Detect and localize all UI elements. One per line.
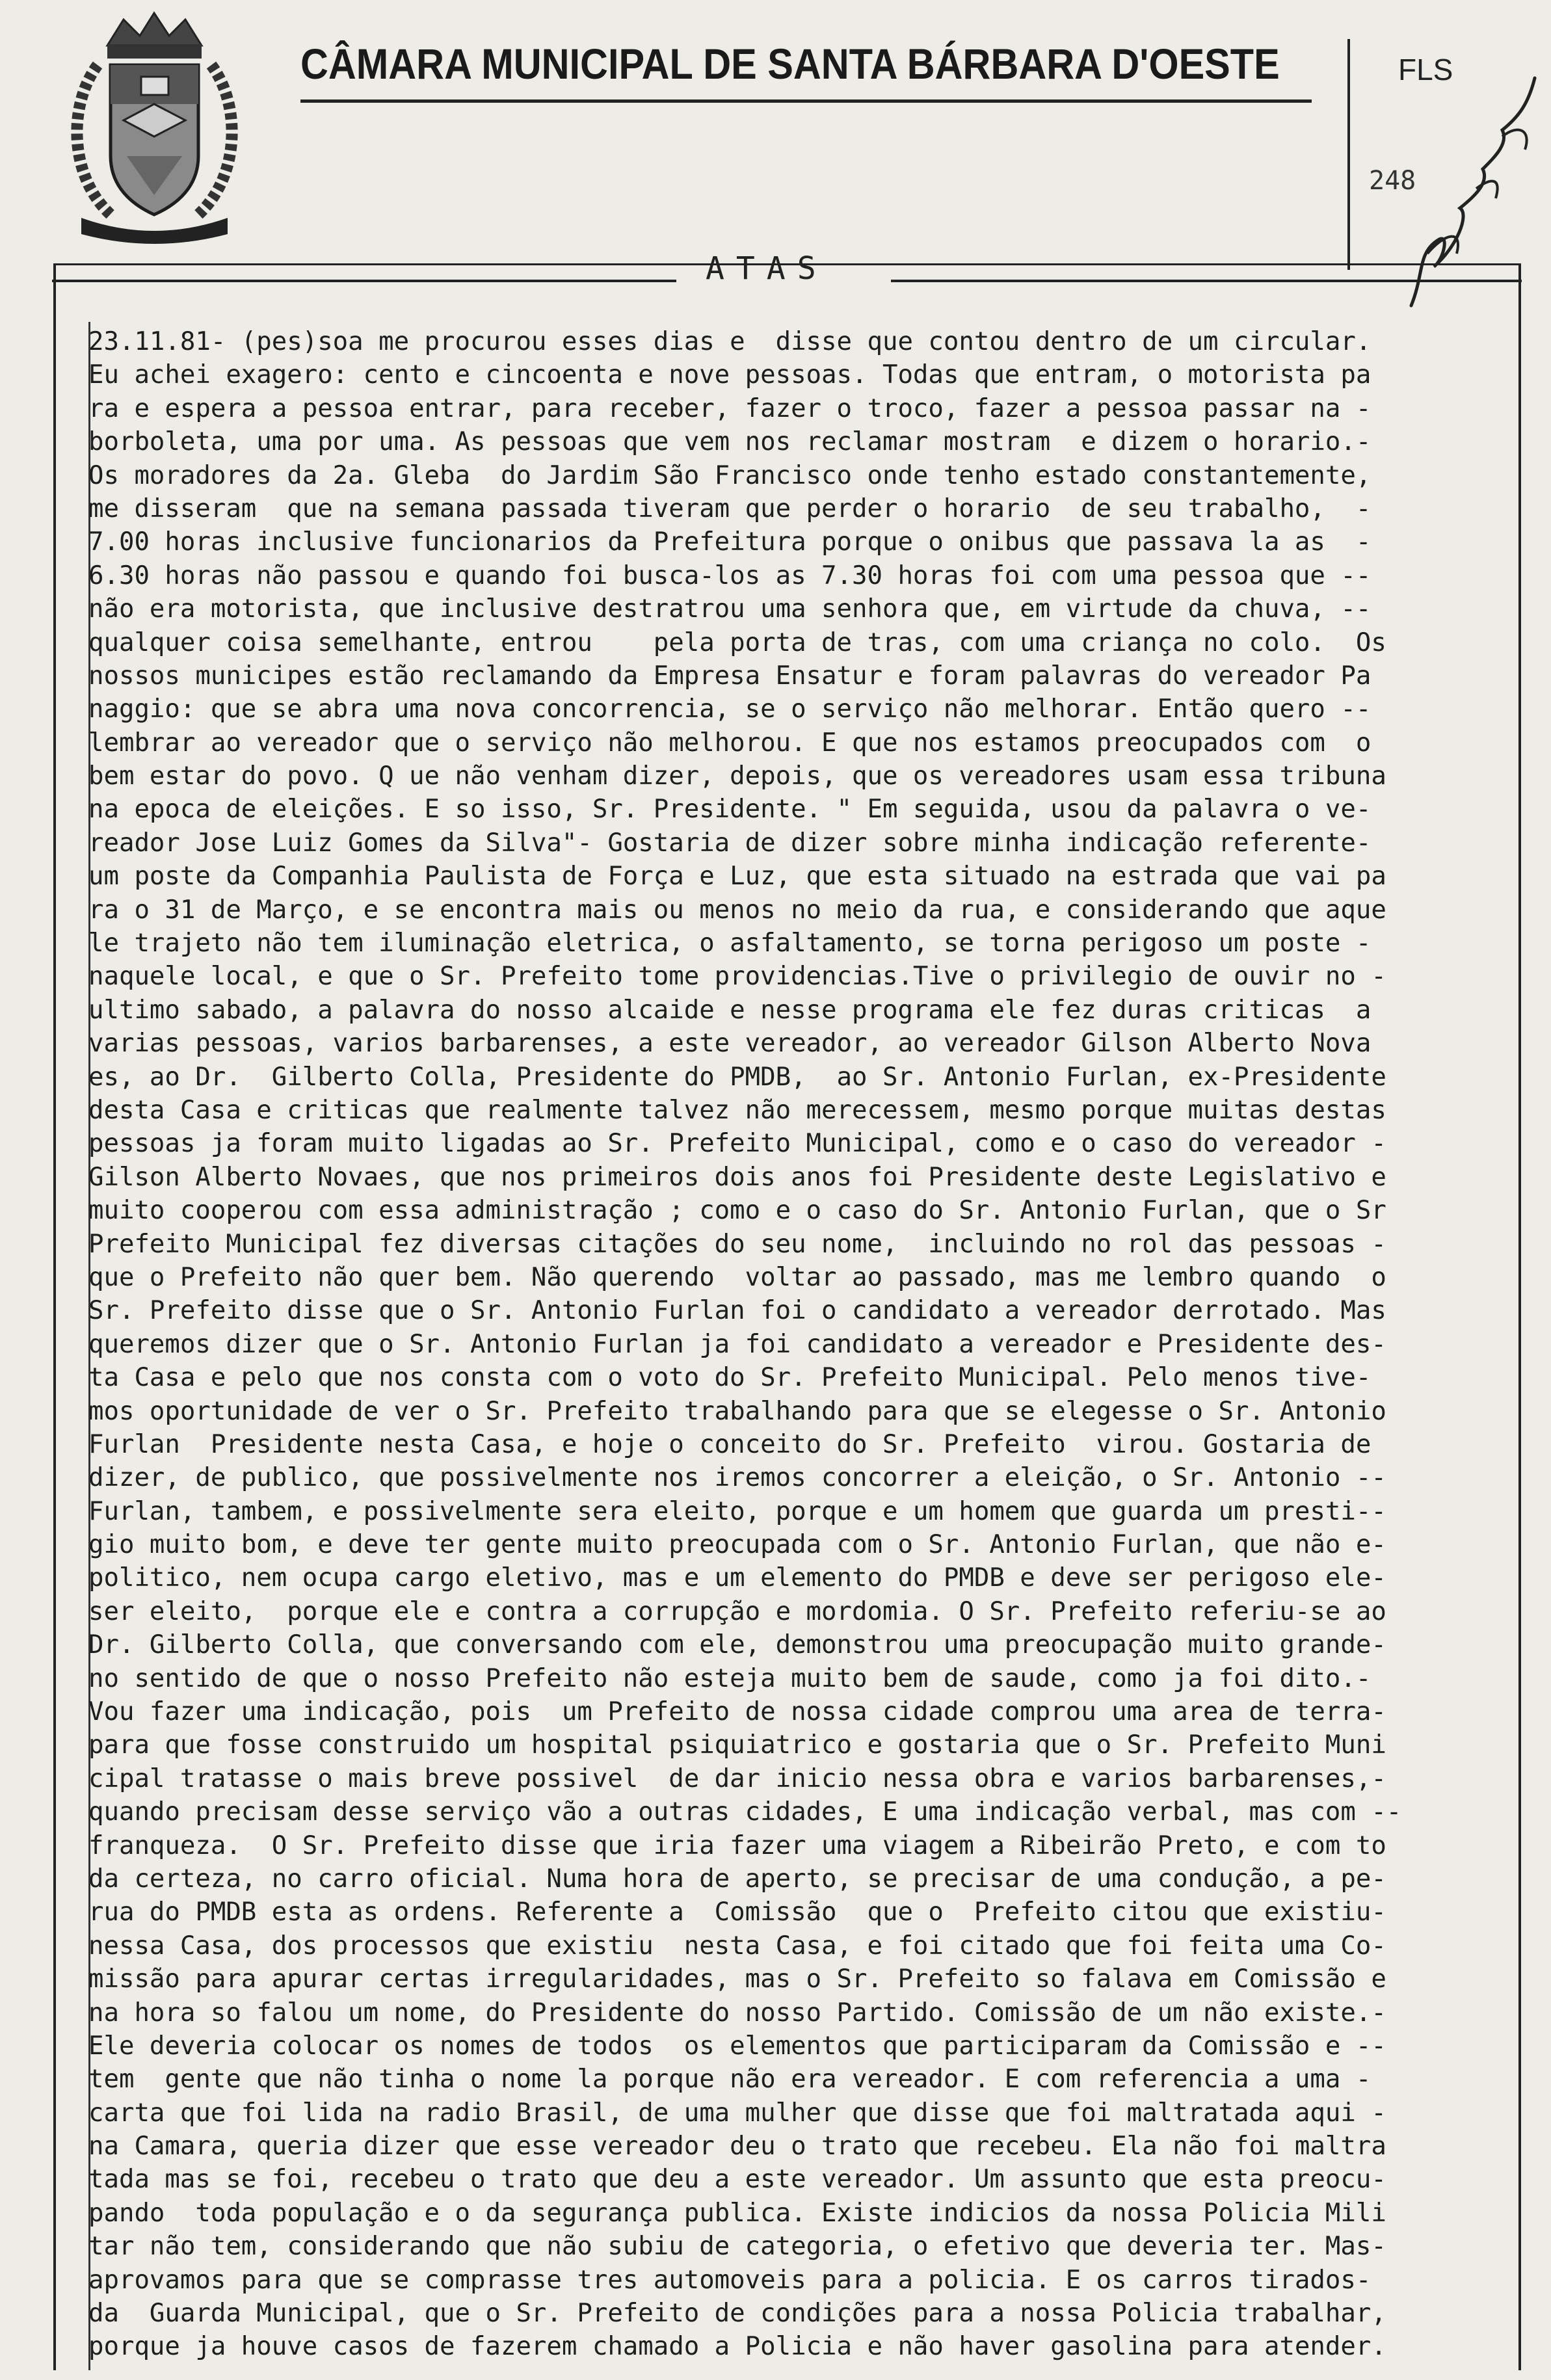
section-rule-left <box>52 280 676 282</box>
text-line: cipal tratasse o mais breve possivel de dar inicio nessa obra e varios barbarenses,- <box>88 1764 1386 1793</box>
text-line: Ele deveria colocar os nomes de todos os elementos que participaram da Comissão e -- <box>88 2031 1386 2061</box>
text-line: missão para apurar certas irregularidades, mas o Sr. Prefeito so falava em Comissão e <box>88 1964 1386 1994</box>
text-line: me disseram que na semana passada tiveram que perder o horario de seu trabalho, - <box>88 494 1372 523</box>
text-line: para que fosse construido um hospital psiquiatrico e gostaria que o Sr. Prefeito Muni <box>88 1730 1386 1760</box>
text-line: varias pessoas, varios barbarenses, a este vereador, ao vereador Gilson Alberto Nova <box>88 1029 1372 1059</box>
text-line: um poste da Companhia Paulista de Força e Luz, que esta situado na estrada que vai pa <box>88 862 1386 892</box>
text-line: mos oportunidade de ver o Sr. Prefeito trabalhando para que se elegesse o Sr. Antonio <box>88 1396 1386 1426</box>
page-number-divider <box>1347 39 1350 270</box>
text-line: da certeza, no carro oficial. Numa hora de aperto, se precisar de uma condução, a pe- <box>88 1864 1386 1894</box>
text-line: ra o 31 de Março, e se encontra mais ou menos no meio da rua, e considerando que aque <box>88 895 1386 925</box>
text-line: 23.11.81- (pes)soa me procurou esses dias e disse que contou dentro de um circular. <box>88 327 1372 356</box>
text-line: da Guarda Municipal, que o Sr. Prefeito de condições para a nossa Policia trabalhar, <box>88 2299 1386 2329</box>
text-line: queremos dizer que o Sr. Antonio Furlan ja foi candidato a vereador e Presidente des- <box>88 1329 1386 1359</box>
text-line: Sr. Prefeito disse que o Sr. Antonio Furlan foi o candidato a vereador derrotado. Mas <box>88 1296 1386 1326</box>
text-line: le trajeto não tem iluminação eletrica, o asfaltamento, se torna perigoso um poste - <box>88 929 1372 959</box>
section-label: ATAS <box>706 250 828 287</box>
section-rule-right <box>891 280 1522 282</box>
text-line: lembrar ao vereador que o serviço não melhorou. E que nos estamos preocupados com o <box>88 728 1372 758</box>
text-line: aprovamos para que se comprasse tres automoveis para a policia. E os carros tirados- <box>88 2265 1372 2295</box>
header-divider <box>300 99 1312 103</box>
page-number: 248 <box>1369 166 1416 196</box>
text-line: nossos municipes estão reclamando da Empresa Ensatur e foram palavras do vereador Pa <box>88 661 1372 691</box>
minutes-body <box>88 325 1519 2364</box>
text-line: não era motorista, que inclusive destratrou uma senhora que, em virtude da chuva, -- <box>88 594 1372 624</box>
text-line: na Camara, queria dizer que esse vereador deu o trato que recebeu. Ela não foi maltra <box>88 2132 1386 2162</box>
text-line: tada mas se foi, recebeu o trato que deu a este vereador. Um assunto que esta preocu- <box>88 2165 1386 2195</box>
text-line: politico, nem ocupa cargo eletivo, mas e um elemento do PMDB e deve ser perigoso ele- <box>88 1563 1386 1593</box>
text-line: porque ja houve casos de fazerem chamado a Policia e não haver gasolina para atender. <box>88 2332 1386 2362</box>
text-line: ta Casa e pelo que nos consta com o voto do Sr. Prefeito Municipal. Pelo menos tive- <box>88 1363 1372 1393</box>
text-line: bem estar do povo. Q ue não venham dizer, depois, que os vereadores usam essa tribuna <box>88 761 1386 791</box>
text-line: Prefeito Municipal fez diversas citações do seu nome, incluindo no rol das pessoas - <box>88 1229 1386 1259</box>
coat-of-arms-icon <box>62 7 247 244</box>
text-line: Dr. Gilberto Colla, que conversando com ele, demonstrou uma preocupação muito grande- <box>88 1630 1386 1660</box>
text-line: ser eleito, porque ele e contra a corrupção e mordomia. O Sr. Prefeito referiu-se ao <box>88 1596 1386 1626</box>
text-line: na hora so falou um nome, do Presidente do nosso Partido. Comissão de um não existe.- <box>88 1998 1386 2028</box>
text-line: pessoas ja foram muito ligadas ao Sr. Prefeito Municipal, como e o caso do vereador - <box>88 1129 1386 1159</box>
text-line: que o Prefeito não quer bem. Não querendo voltar ao passado, mas me lembro quando o <box>88 1262 1386 1292</box>
text-line: ra e espera a pessoa entrar, para receber, fazer o troco, fazer a pessoa passar na - <box>88 393 1372 423</box>
text-line: nessa Casa, dos processos que existiu nesta Casa, e foi citado que foi feita uma Co- <box>88 1931 1386 1961</box>
folio-label: FLS <box>1398 53 1453 86</box>
text-line: 6.30 horas não passou e quando foi busca-los as 7.30 horas foi com uma pessoa que -- <box>88 561 1372 590</box>
text-line: reador Jose Luiz Gomes da Silva"- Gostaria de dizer sobre minha indicação referente- <box>88 828 1372 858</box>
text-line: Furlan Presidente nesta Casa, e hoje o conceito do Sr. Prefeito virou. Gostaria de <box>88 1429 1372 1459</box>
text-line: ultimo sabado, a palavra do nosso alcaide e nesse programa ele fez duras criticas a <box>88 995 1372 1025</box>
text-line: muito cooperou com essa administração ; como e o caso do Sr. Antonio Furlan, que o Sr <box>88 1196 1386 1226</box>
text-line: gio muito bom, e deve ter gente muito preocupada com o Sr. Antonio Furlan, que não e- <box>88 1530 1386 1560</box>
text-line: Os moradores da 2a. Gleba do Jardim São Francisco onde tenho estado constantemente, <box>88 460 1372 490</box>
text-line: franqueza. O Sr. Prefeito disse que iria fazer uma viagem a Ribeirão Preto, e com to <box>88 1831 1386 1860</box>
text-line: qualquer coisa semelhante, entrou pela porta de tras, com uma criança no colo. Os <box>88 628 1386 657</box>
text-line: es, ao Dr. Gilberto Colla, Presidente do PMDB, ao Sr. Antonio Furlan, ex-Presidente <box>88 1062 1386 1092</box>
text-line: carta que foi lida na radio Brasil, de uma mulher que disse que foi maltratada aqui - <box>88 2098 1386 2128</box>
text-line: tar não tem, considerando que não subiu de categoria, o efetivo que deveria ter. Mas- <box>88 2232 1386 2262</box>
text-line: naggio: que se abra uma nova concorrencia, se o serviço não melhorar. Então quero -- <box>88 694 1372 724</box>
text-line: naquele local, e que o Sr. Prefeito tome providencias.Tive o privilegio de ouvir no - <box>88 962 1386 992</box>
text-line: Furlan, tambem, e possivelmente sera eleito, porque e um homem que guarda um presti-- <box>88 1496 1386 1526</box>
frame-left-border <box>53 263 56 2370</box>
text-line: Eu achei exagero: cento e cincoenta e nove pessoas. Todas que entram, o motorista pa <box>88 360 1372 390</box>
text-line: dizer, de publico, que possivelmente nos iremos concorrer a eleição, o Sr. Antonio -- <box>88 1463 1386 1493</box>
text-line: desta Casa e criticas que realmente talvez não merecessem, mesmo porque muitas destas <box>88 1095 1386 1125</box>
text-line: borboleta, uma por uma. As pessoas que vem nos reclamar mostram e dizem o horario.- <box>88 427 1372 457</box>
text-line: Vou fazer uma indicação, pois um Prefeito de nossa cidade comprou uma area de terra- <box>88 1697 1386 1727</box>
text-line: rua do PMDB esta as ordens. Referente a Comissão que o Prefeito citou que existiu- <box>88 1897 1386 1927</box>
text-line: Gilson Alberto Novaes, que nos primeiros dois anos foi Presidente deste Legislativo e <box>88 1162 1386 1192</box>
text-line: na epoca de eleições. E so isso, Sr. Presidente. " Em seguida, usou da palavra o ve- <box>88 795 1372 825</box>
text-line: 7.00 horas inclusive funcionarios da Prefeitura porque o onibus que passava la as - <box>88 527 1372 557</box>
text-line: no sentido de que o nosso Prefeito não esteja muito bem de saude, como ja foi dito.- <box>88 1663 1372 1693</box>
text-line: pando toda população e o da segurança publica. Existe indicios da nossa Policia Mili <box>88 2198 1386 2228</box>
text-line: quando precisam desse serviço vão a outras cidades, E uma indicação verbal, mas com -- <box>88 1797 1402 1827</box>
council-name-heading: CÂMARA MUNICIPAL DE SANTA BÁRBARA D'OESTE <box>300 40 1280 88</box>
text-line: tem gente que não tinha o nome la porque não era vereador. E com referencia a uma - <box>88 2065 1372 2095</box>
